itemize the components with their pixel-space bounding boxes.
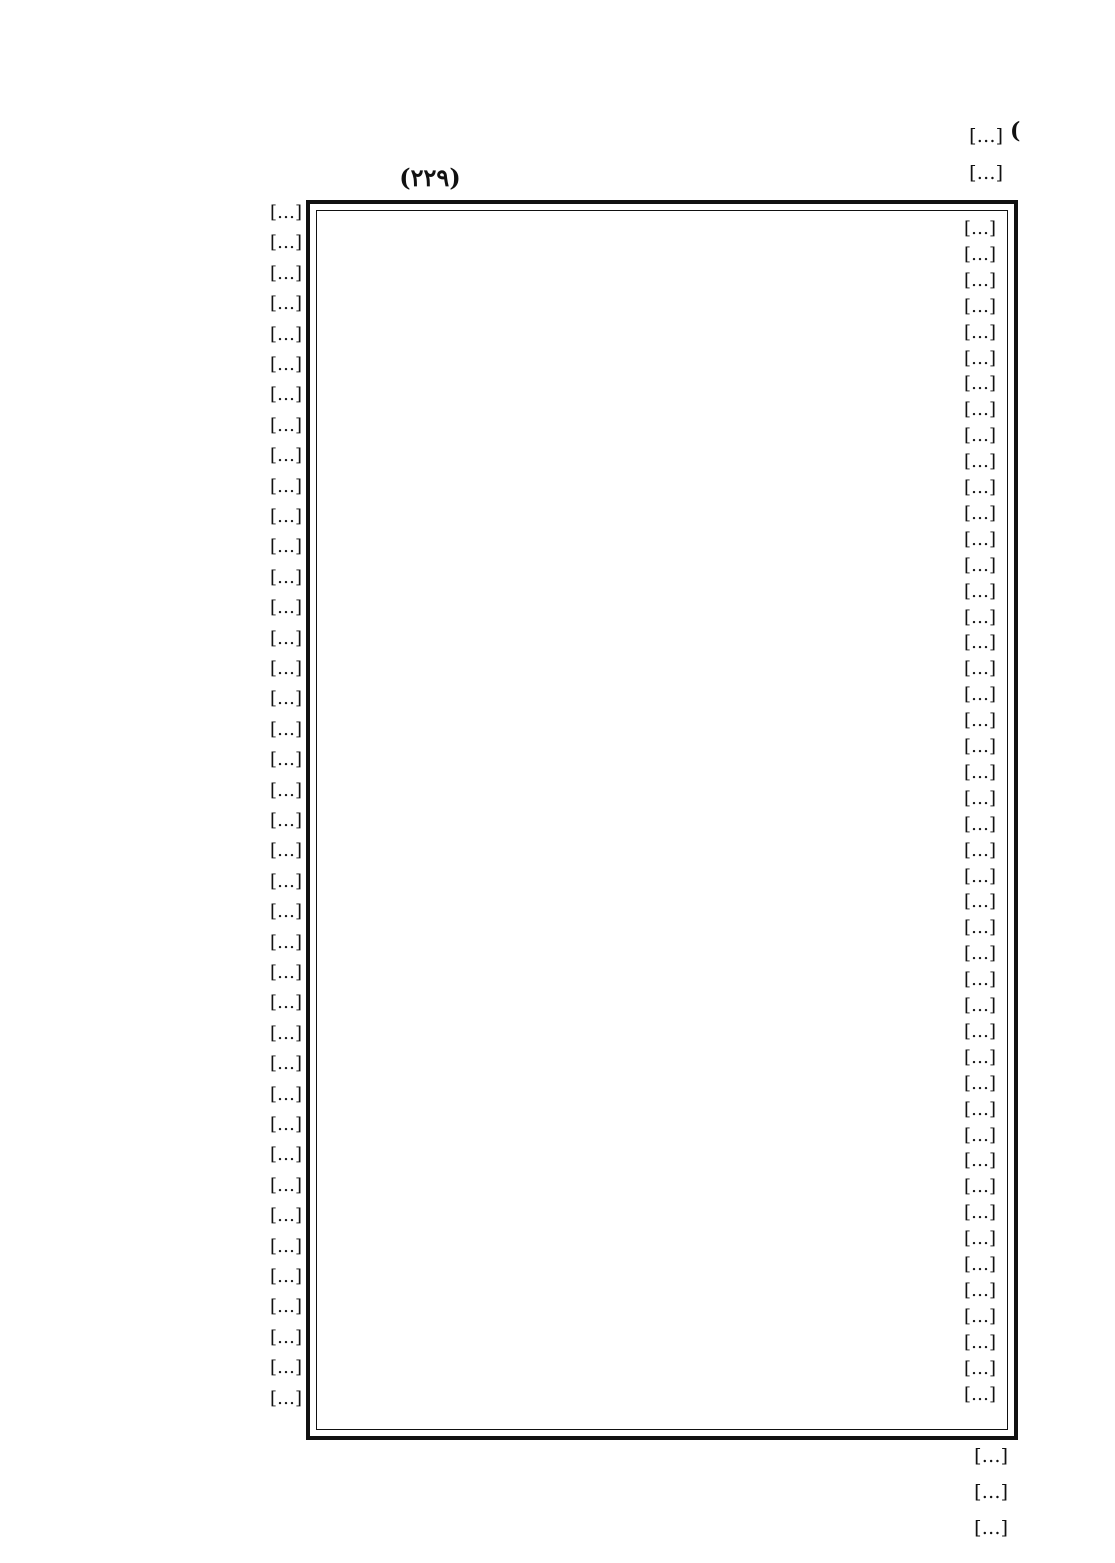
- bottom-line-3: […]: [974, 1517, 1008, 1539]
- commentary-line-21: […]: [963, 736, 996, 757]
- commentary-line-5: […]: [963, 321, 996, 343]
- commentary-line-44: […]: [963, 1331, 996, 1353]
- sidebar-line-18: […]: [269, 718, 302, 740]
- commentary-line-39: […]: [963, 1202, 996, 1224]
- commentary-line-17: […]: [963, 632, 996, 654]
- commentary-line-34: […]: [963, 1072, 996, 1094]
- commentary-line-11: […]: [963, 477, 996, 498]
- commentary-line-27: […]: [963, 891, 996, 913]
- sidebar-line-27: […]: [269, 992, 302, 1014]
- commentary-line-36: […]: [963, 1124, 996, 1146]
- sidebar-line-4: […]: [269, 293, 302, 315]
- top-line-2: […]: [969, 162, 1003, 184]
- sidebar-line-8: […]: [269, 414, 302, 436]
- commentary-line-41: […]: [963, 1254, 996, 1275]
- commentary-line-16: […]: [963, 606, 996, 628]
- commentary-line-29: […]: [963, 943, 996, 965]
- commentary-line-18: […]: [963, 658, 996, 680]
- commentary-line-7: […]: [963, 373, 996, 395]
- sidebar-line-17: […]: [269, 688, 302, 710]
- sidebar-line-40: […]: [269, 1387, 302, 1409]
- commentary-line-1: […]: [963, 218, 996, 239]
- sidebar-line-19: […]: [269, 749, 302, 771]
- sidebar-line-5: […]: [269, 323, 302, 345]
- commentary-line-6: […]: [963, 347, 996, 369]
- sidebar-line-20: […]: [269, 779, 302, 801]
- commentary-line-22: […]: [963, 761, 996, 783]
- sidebar-line-30: […]: [269, 1083, 302, 1105]
- sidebar-line-28: […]: [269, 1022, 302, 1044]
- commentary-line-31: […]: [963, 995, 996, 1016]
- commentary-line-24: […]: [963, 813, 996, 835]
- commentary-line-13: […]: [963, 528, 996, 550]
- sidebar-line-9: […]: [269, 445, 302, 467]
- commentary-line-10: […]: [963, 451, 996, 473]
- commentary-line-40: […]: [963, 1228, 996, 1250]
- sidebar-line-31: […]: [269, 1114, 302, 1135]
- commentary-line-3: […]: [963, 269, 996, 291]
- bottom-line-2: […]: [974, 1481, 1008, 1503]
- commentary-line-25: […]: [963, 839, 996, 861]
- page-number: (۲۲۹): [399, 163, 461, 192]
- sidebar-line-36: […]: [269, 1266, 302, 1287]
- bottom-line-1: […]: [974, 1445, 1008, 1467]
- commentary-line-46: […]: [963, 1383, 996, 1405]
- sidebar-line-13: […]: [269, 566, 302, 588]
- commentary-line-30: […]: [963, 969, 996, 991]
- sidebar-line-1: […]: [269, 202, 302, 223]
- sidebar-line-29: […]: [269, 1053, 302, 1075]
- commentary-line-33: […]: [963, 1046, 996, 1068]
- sidebar-line-7: […]: [269, 384, 302, 406]
- sidebar-line-12: […]: [269, 536, 302, 558]
- commentary-line-32: […]: [963, 1020, 996, 1042]
- commentary-line-23: […]: [963, 787, 996, 809]
- commentary-line-38: […]: [963, 1176, 996, 1198]
- commentary-line-4: […]: [963, 295, 996, 317]
- sidebar-line-35: […]: [269, 1235, 302, 1257]
- commentary-line-8: […]: [963, 399, 996, 421]
- sidebar-line-22: […]: [269, 840, 302, 862]
- sidebar-line-15: […]: [269, 627, 302, 649]
- commentary-line-19: […]: [963, 684, 996, 706]
- commentary-line-2: […]: [963, 243, 996, 265]
- sidebar-line-11: […]: [269, 506, 302, 527]
- sidebar-line-37: […]: [269, 1296, 302, 1318]
- commentary-line-42: […]: [963, 1279, 996, 1301]
- sidebar-line-33: […]: [269, 1174, 302, 1196]
- commentary-line-15: […]: [963, 580, 996, 602]
- sidebar-line-2: […]: [269, 232, 302, 254]
- sidebar-line-16: […]: [269, 658, 302, 679]
- commentary-line-26: […]: [963, 865, 996, 887]
- top-line-1: […]: [969, 125, 1003, 147]
- sidebar-line-32: […]: [269, 1144, 302, 1166]
- commentary-line-9: […]: [963, 425, 996, 447]
- sidebar-line-3: […]: [269, 262, 302, 284]
- sidebar-line-6: […]: [269, 354, 302, 375]
- side-mark: (: [1010, 118, 1021, 144]
- sidebar-line-14: […]: [269, 597, 302, 619]
- commentary-line-45: […]: [963, 1357, 996, 1379]
- sidebar-line-26: […]: [269, 962, 302, 983]
- commentary-line-35: […]: [963, 1098, 996, 1120]
- sidebar-line-24: […]: [269, 901, 302, 923]
- commentary-line-12: […]: [963, 502, 996, 524]
- commentary-line-43: […]: [963, 1305, 996, 1327]
- commentary-line-37: […]: [963, 1150, 996, 1172]
- sidebar-line-39: […]: [269, 1357, 302, 1379]
- sidebar-line-38: […]: [269, 1326, 302, 1348]
- commentary-line-14: […]: [963, 554, 996, 576]
- commentary-line-20: […]: [963, 710, 996, 732]
- sidebar-line-21: […]: [269, 810, 302, 831]
- commentary-line-28: […]: [963, 917, 996, 939]
- sidebar-line-34: […]: [269, 1205, 302, 1227]
- sidebar-line-10: […]: [269, 475, 302, 497]
- sidebar-line-25: […]: [269, 931, 302, 953]
- sidebar-line-23: […]: [269, 870, 302, 892]
